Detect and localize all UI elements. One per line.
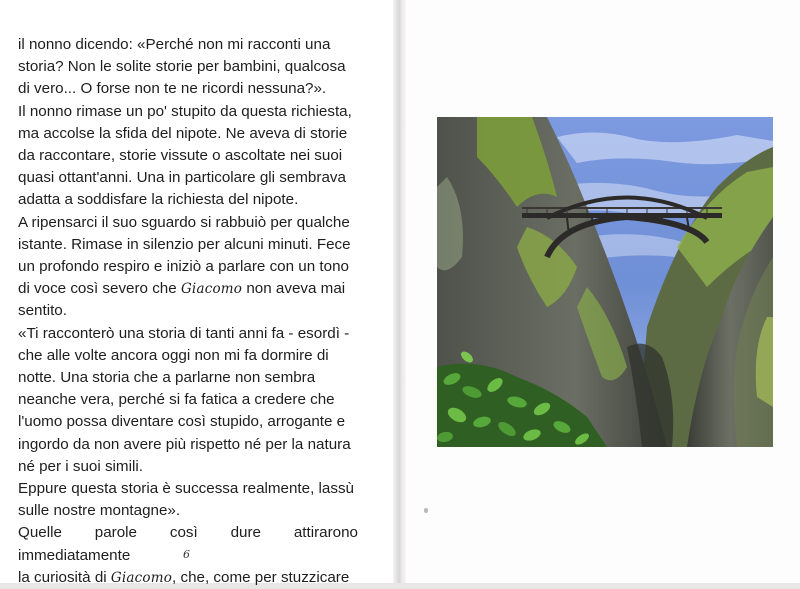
text-line xyxy=(18,278,358,300)
text-line: Il nonno rimase un po' stupito da questa richiesta, xyxy=(18,102,352,120)
text-line: A ripensarci il suo sguardo si rabbuiò per qualche xyxy=(18,213,350,231)
text-line: l'uomo possa diventare così stupido, arrogante e xyxy=(18,413,346,431)
left-page xyxy=(0,0,395,586)
text-line: «Ti racconterò una storia di tanti anni fa - esordì - xyxy=(18,324,350,342)
text-line: un profondo respiro e iniziò a parlare con un tono xyxy=(18,258,349,276)
gorge-bridge-painting xyxy=(437,117,773,447)
text-fragment: , che, come per stuzzicare xyxy=(172,568,350,586)
text-line: adatta a soddisfare la richiesta del nipote. xyxy=(18,191,299,209)
text-line: sentito. xyxy=(18,302,67,320)
text-line: sulle nostre montagne». xyxy=(18,502,181,520)
text-fragment: non aveva mai xyxy=(246,280,346,298)
text-fragment: la curiosità di xyxy=(18,568,107,586)
story-text xyxy=(18,34,358,589)
text-line: il nonno dicendo: «Perché non mi racconti una xyxy=(18,36,331,53)
character-name: Giacomo xyxy=(180,281,243,298)
paper-speck xyxy=(424,508,428,513)
text-line: da raccontare, storie vissute o ascoltate nei suoi xyxy=(18,147,343,165)
text-line: ingordo da non avere più rispetto né per la natura xyxy=(18,435,351,453)
text-line: istante. Rimase in silenzio per alcuni minuti. Fece xyxy=(18,235,351,253)
text-line xyxy=(18,567,358,589)
text-line: di vero... O forse non te ne ricordi nessuna?». xyxy=(18,80,327,98)
text-line: Eppure questa storia è successa realmente, lassù xyxy=(18,480,354,498)
text-line: che alle volte ancora oggi non mi fa dormire di xyxy=(18,346,329,364)
page-number: 6 xyxy=(183,548,190,561)
bridge-illustration xyxy=(437,117,773,447)
text-fragment: di voce così severo che xyxy=(18,280,177,298)
text-line: notte. Una storia che a parlarne non sembra xyxy=(18,369,316,387)
character-name: Giacomo xyxy=(110,569,173,586)
text-line: neanche vera, perché si fa fatica a credere che xyxy=(18,391,335,409)
text-line: Quelle parole così dure attirarono immediatamente xyxy=(18,524,358,564)
book-gutter xyxy=(393,0,407,583)
text-line: quasi ottant'anni. Una in particolare gli sembrava xyxy=(18,169,346,187)
text-line: storia? Non le solite storie per bambini, qualcosa xyxy=(18,58,346,76)
text-line: ma accolse la sfida del nipote. Ne aveva di storie xyxy=(18,124,348,142)
text-line: né per i suoi simili. xyxy=(18,457,143,475)
